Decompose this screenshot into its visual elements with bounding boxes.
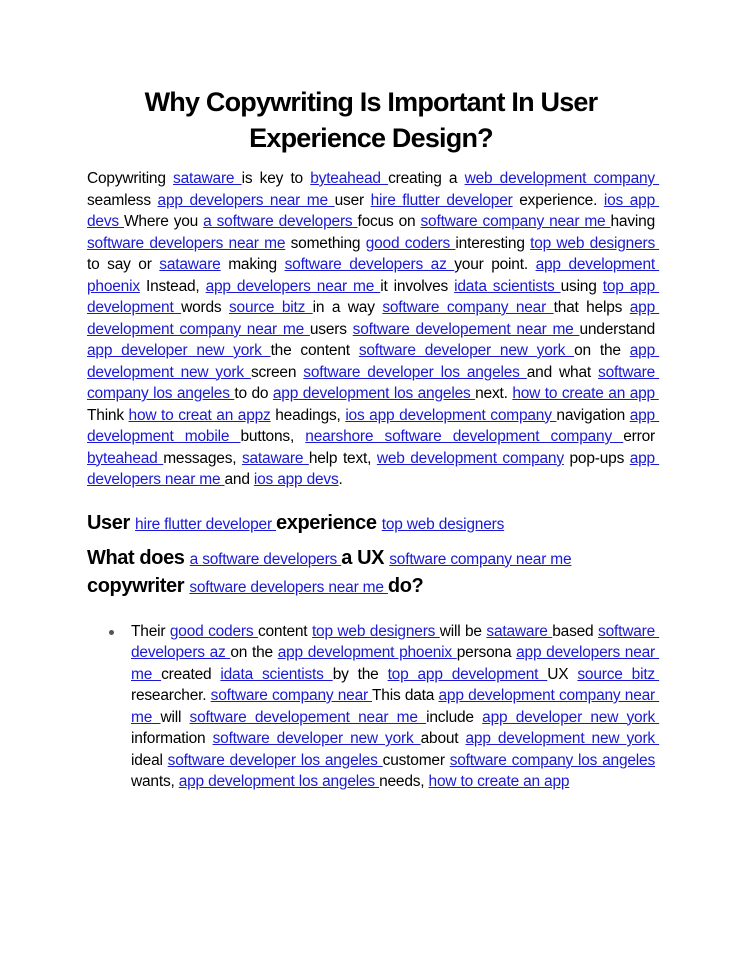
inline-link[interactable]: app development company near me — [131, 687, 660, 726]
text-run: and what — [526, 363, 599, 381]
text-run: User — [87, 511, 136, 534]
text-run: something — [285, 234, 366, 252]
inline-link[interactable]: app development company near me — [87, 299, 660, 338]
text-run: screen — [250, 363, 304, 381]
inline-link[interactable]: app development los angeles — [178, 773, 380, 790]
text-run: your point. — [454, 256, 536, 273]
inline-link[interactable]: app developer new york — [482, 708, 660, 726]
text-run: by the — [332, 665, 388, 683]
text-run: to do — [234, 385, 273, 402]
text-run: researcher. — [131, 687, 211, 704]
text-run: focus on — [357, 213, 421, 230]
text-run: information — [131, 730, 213, 747]
text-run: words — [181, 299, 229, 316]
inline-link[interactable]: idata scientists — [220, 665, 333, 683]
inline-link[interactable]: web development company — [376, 449, 564, 467]
text-run: using — [560, 277, 603, 295]
text-run: next. — [475, 385, 513, 402]
text-run: Where you — [124, 213, 204, 230]
text-run: UX — [547, 665, 578, 683]
text-run: having — [610, 213, 655, 230]
inline-link[interactable]: app developers near me — [157, 191, 335, 209]
inline-link[interactable]: top web designers — [311, 622, 440, 640]
inline-link[interactable]: sataware — [241, 449, 309, 467]
text-run: user — [334, 191, 371, 209]
section-heading-user-experience — [87, 509, 655, 539]
text-run: on the — [230, 644, 278, 661]
inline-link[interactable]: software developement near me — [352, 320, 580, 338]
inline-link[interactable]: top web designers — [530, 234, 660, 252]
inline-link[interactable]: software developer new york — [358, 342, 575, 359]
inline-link[interactable]: software company near me — [389, 550, 572, 568]
inline-link[interactable]: sataware — [173, 170, 242, 187]
inline-link[interactable]: a software developers — [203, 213, 358, 230]
inline-link[interactable]: software company near — [382, 299, 554, 316]
inline-link[interactable]: ios app devs — [87, 191, 660, 230]
inline-link[interactable]: app development los angeles — [272, 385, 476, 402]
inline-link[interactable]: app developers near me — [131, 644, 660, 683]
inline-link[interactable]: good coders — [365, 234, 456, 252]
text-run: content — [257, 622, 312, 640]
text-run: it involves — [380, 277, 455, 295]
inline-link[interactable]: hire flutter developer — [135, 515, 277, 533]
text-run: about — [420, 730, 466, 747]
text-run: Copywriting — [87, 170, 174, 187]
inline-link[interactable]: nearshore software development company — [305, 428, 624, 445]
text-run: making — [220, 256, 285, 273]
text-run: headings, — [270, 406, 346, 424]
text-run: created — [161, 665, 221, 683]
text-run: experience — [276, 511, 382, 534]
text-run: to say or — [87, 256, 160, 273]
inline-link[interactable]: ios app development company — [345, 406, 557, 424]
inline-link[interactable]: software developer los angeles — [303, 363, 527, 381]
inline-link[interactable]: byteahead — [310, 170, 389, 187]
text-run: and — [224, 471, 254, 488]
text-run: seamless — [87, 191, 158, 209]
text-run: help text, — [308, 449, 377, 467]
text-run: creating a — [388, 170, 465, 187]
text-run: error — [623, 428, 655, 445]
intro-paragraph — [87, 168, 660, 491]
text-run: What does — [87, 546, 190, 569]
text-run: a UX — [341, 546, 390, 569]
inline-link[interactable]: software developers az — [284, 256, 455, 273]
text-run: navigation — [556, 406, 630, 424]
text-run: understand — [579, 320, 656, 338]
inline-link[interactable]: software developer new york — [212, 730, 421, 747]
inline-link[interactable]: a software developers — [189, 550, 342, 568]
inline-link[interactable]: software developers near me — [87, 234, 286, 252]
inline-link[interactable]: app development new york — [465, 730, 660, 747]
bullet-item — [131, 621, 660, 793]
bullet-list — [87, 621, 660, 793]
text-run: on the — [574, 342, 630, 359]
text-run: Think — [87, 406, 129, 424]
inline-link[interactable]: software developer los angeles — [167, 751, 383, 769]
inline-link[interactable]: hire flutter developer — [370, 191, 513, 209]
text-run: experience. — [512, 191, 604, 209]
inline-link[interactable]: app development new york — [87, 342, 660, 381]
inline-link[interactable]: ios app devs — [253, 471, 339, 488]
inline-link[interactable]: software developement near me — [189, 708, 427, 726]
inline-link[interactable]: software company los angeles — [87, 363, 660, 402]
text-run: interesting — [455, 234, 531, 252]
text-run: based — [552, 622, 599, 640]
inline-link[interactable]: top app development — [387, 665, 548, 683]
text-run: wants, — [131, 773, 179, 790]
text-run: will be — [439, 622, 487, 640]
inline-link[interactable]: software company los angeles — [449, 751, 655, 769]
inline-link[interactable]: good coders — [169, 622, 258, 640]
text-run: that helps — [553, 299, 630, 316]
inline-link[interactable]: idata scientists — [454, 277, 561, 295]
inline-link[interactable]: how to create an app — [512, 385, 659, 402]
text-run: will — [160, 708, 190, 726]
text-run: pop-ups — [563, 449, 630, 467]
inline-link[interactable]: app developers near me — [87, 449, 660, 488]
inline-link[interactable]: source bitz — [228, 299, 313, 316]
inline-link[interactable]: app developer new york — [87, 342, 271, 359]
text-run: Instead, — [139, 277, 206, 295]
inline-link[interactable]: byteahead — [87, 449, 164, 467]
text-run: include — [426, 708, 483, 726]
text-run: copywriter — [87, 574, 190, 597]
inline-link[interactable]: software company near me — [420, 213, 611, 230]
inline-link[interactable]: sataware — [159, 256, 221, 273]
inline-link[interactable]: software developers az — [131, 622, 660, 661]
inline-link[interactable]: app development phoenix — [87, 256, 660, 295]
text-run: Their — [131, 622, 170, 640]
text-run: buttons, — [240, 428, 306, 445]
inline-link[interactable]: app development mobile — [87, 406, 660, 445]
inline-link[interactable]: top web designers — [381, 515, 505, 533]
inline-link[interactable]: app development phoenix — [277, 644, 457, 661]
text-run: the content — [270, 342, 359, 359]
inline-link[interactable]: app developers near me — [205, 277, 381, 295]
inline-link[interactable]: software company near — [210, 687, 373, 704]
text-run: is key to — [241, 170, 311, 187]
page-title: Why Copywriting Is Important In User Experience Design? — [144, 87, 598, 153]
text-run: needs, — [379, 773, 429, 790]
inline-link[interactable]: sataware — [486, 622, 553, 640]
inline-link[interactable]: how to create an app — [428, 773, 570, 790]
text-run: do? — [387, 574, 424, 597]
text-run: customer — [382, 751, 450, 769]
text-run: users — [309, 320, 353, 338]
text-run: . — [338, 471, 343, 488]
text-run: ideal — [131, 751, 168, 769]
inline-link[interactable]: top app development — [87, 277, 660, 316]
text-run: This data — [372, 687, 439, 704]
bullet-dot-icon — [109, 630, 114, 635]
inline-link[interactable]: how to creat an appz — [128, 406, 271, 424]
inline-link[interactable]: software developers near me — [189, 578, 388, 596]
inline-link[interactable]: web development company — [464, 170, 660, 187]
text-run: in a way — [312, 299, 383, 316]
section-heading-ux-copywriter — [87, 545, 655, 601]
text-run: messages, — [163, 449, 242, 467]
text-run: persona — [456, 644, 517, 661]
inline-link[interactable]: source bitz — [577, 665, 660, 683]
